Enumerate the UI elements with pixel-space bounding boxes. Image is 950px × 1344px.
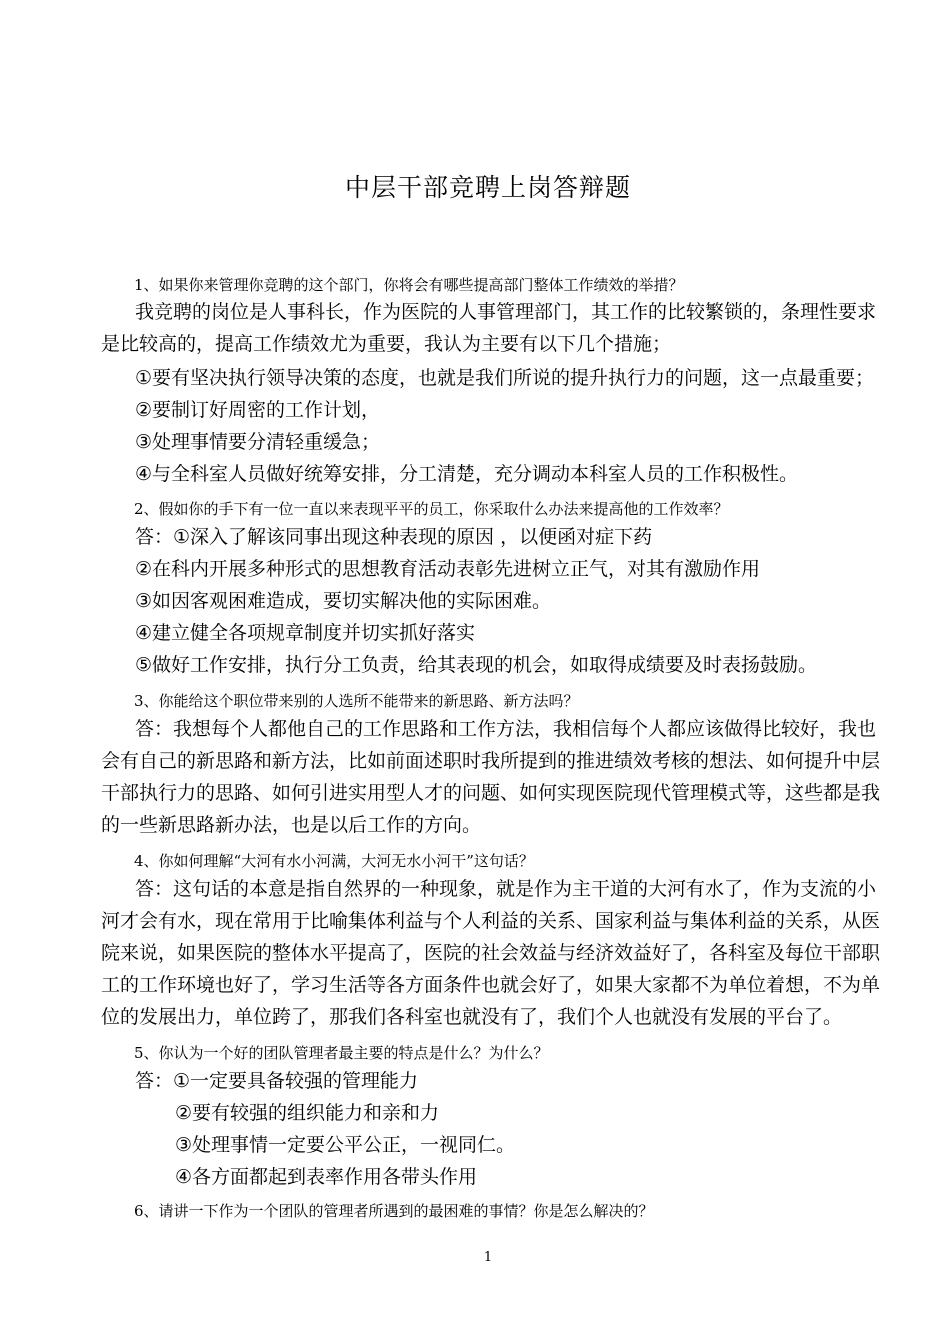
answer-1-point-4: ④与全科室人员做好统筹安排，分工清楚，充分调动本科室人员的工作积极性。: [135, 463, 799, 485]
question-1: 1、如果你来管理你竞聘的这个部门，你将会有哪些提高部门整体工作绩效的举措？: [134, 276, 684, 294]
answer-4-line-3: 院来说，如果医院的整体水平提高了，医院的社会效益与经济效益好了，各科室及每位干部职: [101, 942, 881, 964]
answer-1-point-1: ①要有坚决执行领导决策的态度，也就是我们所说的提升执行力的问题，这一点最重要；: [135, 367, 875, 389]
answer-1-line-2: 是比较高的，提高工作绩效尤为重要，我认为主要有以下几个措施；: [101, 333, 672, 355]
answer-2-point-5: ⑤做好工作安排，执行分工负责，给其表现的机会，如取得成绩要及时表扬鼓励。: [135, 654, 818, 676]
answer-5-point-1: 答：①一定要具备较强的管理能力: [135, 1070, 419, 1092]
answer-2-point-2: ②在科内开展多种形式的思想教育活动表彰先进树立正气，对其有激励作用: [135, 558, 761, 580]
document-title: 中层干部竞聘上岗答辩题: [344, 173, 631, 202]
answer-5-point-2: ②要有较强的组织能力和亲和力: [175, 1102, 440, 1124]
question-3: 3、你能给这个职位带来别的人选所不能带来的新思路、新方法吗？: [134, 692, 579, 710]
answer-2-point-1: 答：①深入了解该同事出现这种表现的原因 ，以便函对症下药: [135, 526, 653, 548]
answer-4-line-4: 工的工作环境也好了，学习生活等各方面条件也就会好了，如果大家都不为单位着想，不为单: [101, 974, 881, 996]
answer-4-line-2: 河才会有水，现在常用于比喻集体利益与个人利益的关系、国家利益与集体利益的关系，从医: [101, 910, 881, 932]
page-number: 1: [483, 1250, 493, 1265]
answer-3-line-1: 答：我想每个人都他自己的工作思路和工作方法，我相信每个人都应该做得比较好，我也: [135, 718, 877, 740]
answer-4-line-5: 位的发展出力，单位跨了，那我们各科室也就没有了，我们个人也就没有发展的平台了。: [101, 1006, 843, 1028]
answer-3-line-3: 干部执行力的思路、如何引进实用型人才的问题、如何实现医院现代管理模式等，这些都是我: [101, 782, 881, 804]
question-5: 5、你认为一个好的团队管理者最主要的特点是什么？为什么？: [134, 1044, 549, 1062]
answer-2-point-3: ③如因客观困难造成，要切实解决他的实际困难。: [135, 590, 552, 612]
answer-3-line-2: 会有自己的新思路和新方法，比如前面述职时我所提到的推进绩效考核的想法、如何提升中层: [101, 750, 881, 772]
answer-3-line-4: 的一些新思路新办法，也是以后工作的方向。: [101, 814, 482, 836]
answer-1-line-1: 我竞聘的岗位是人事科长，作为医院的人事管理部门，其工作的比较繁锁的，条理性要求: [135, 301, 877, 323]
answer-2-point-4: ④建立健全各项规章制度并切实抓好落实: [135, 622, 476, 644]
answer-1-point-2: ②要制订好周密的工作计划，: [135, 399, 381, 421]
answer-5-point-4: ④各方面都起到表率作用各带头作用: [175, 1166, 478, 1188]
answer-1-point-3: ③处理事情要分清轻重缓急；: [135, 431, 381, 453]
question-4: 4、你如何理解“大河有水小河满，大河无水小河干”这句话？: [134, 852, 534, 870]
answer-5-point-3: ③处理事情一定要公平公正，一视同仁。: [175, 1134, 516, 1156]
answer-4-line-1: 答：这句话的本意是指自然界的一种现象，就是作为主干道的大河有水了，作为支流的小: [135, 878, 877, 900]
question-6: 6、请讲一下作为一个团队的管理者所遇到的最困难的事情？你是怎么解决的？: [134, 1202, 654, 1220]
question-2: 2、假如你的手下有一位一直以来表现平平的员工，你采取什么办法来提高他的工作效率？: [134, 500, 729, 518]
